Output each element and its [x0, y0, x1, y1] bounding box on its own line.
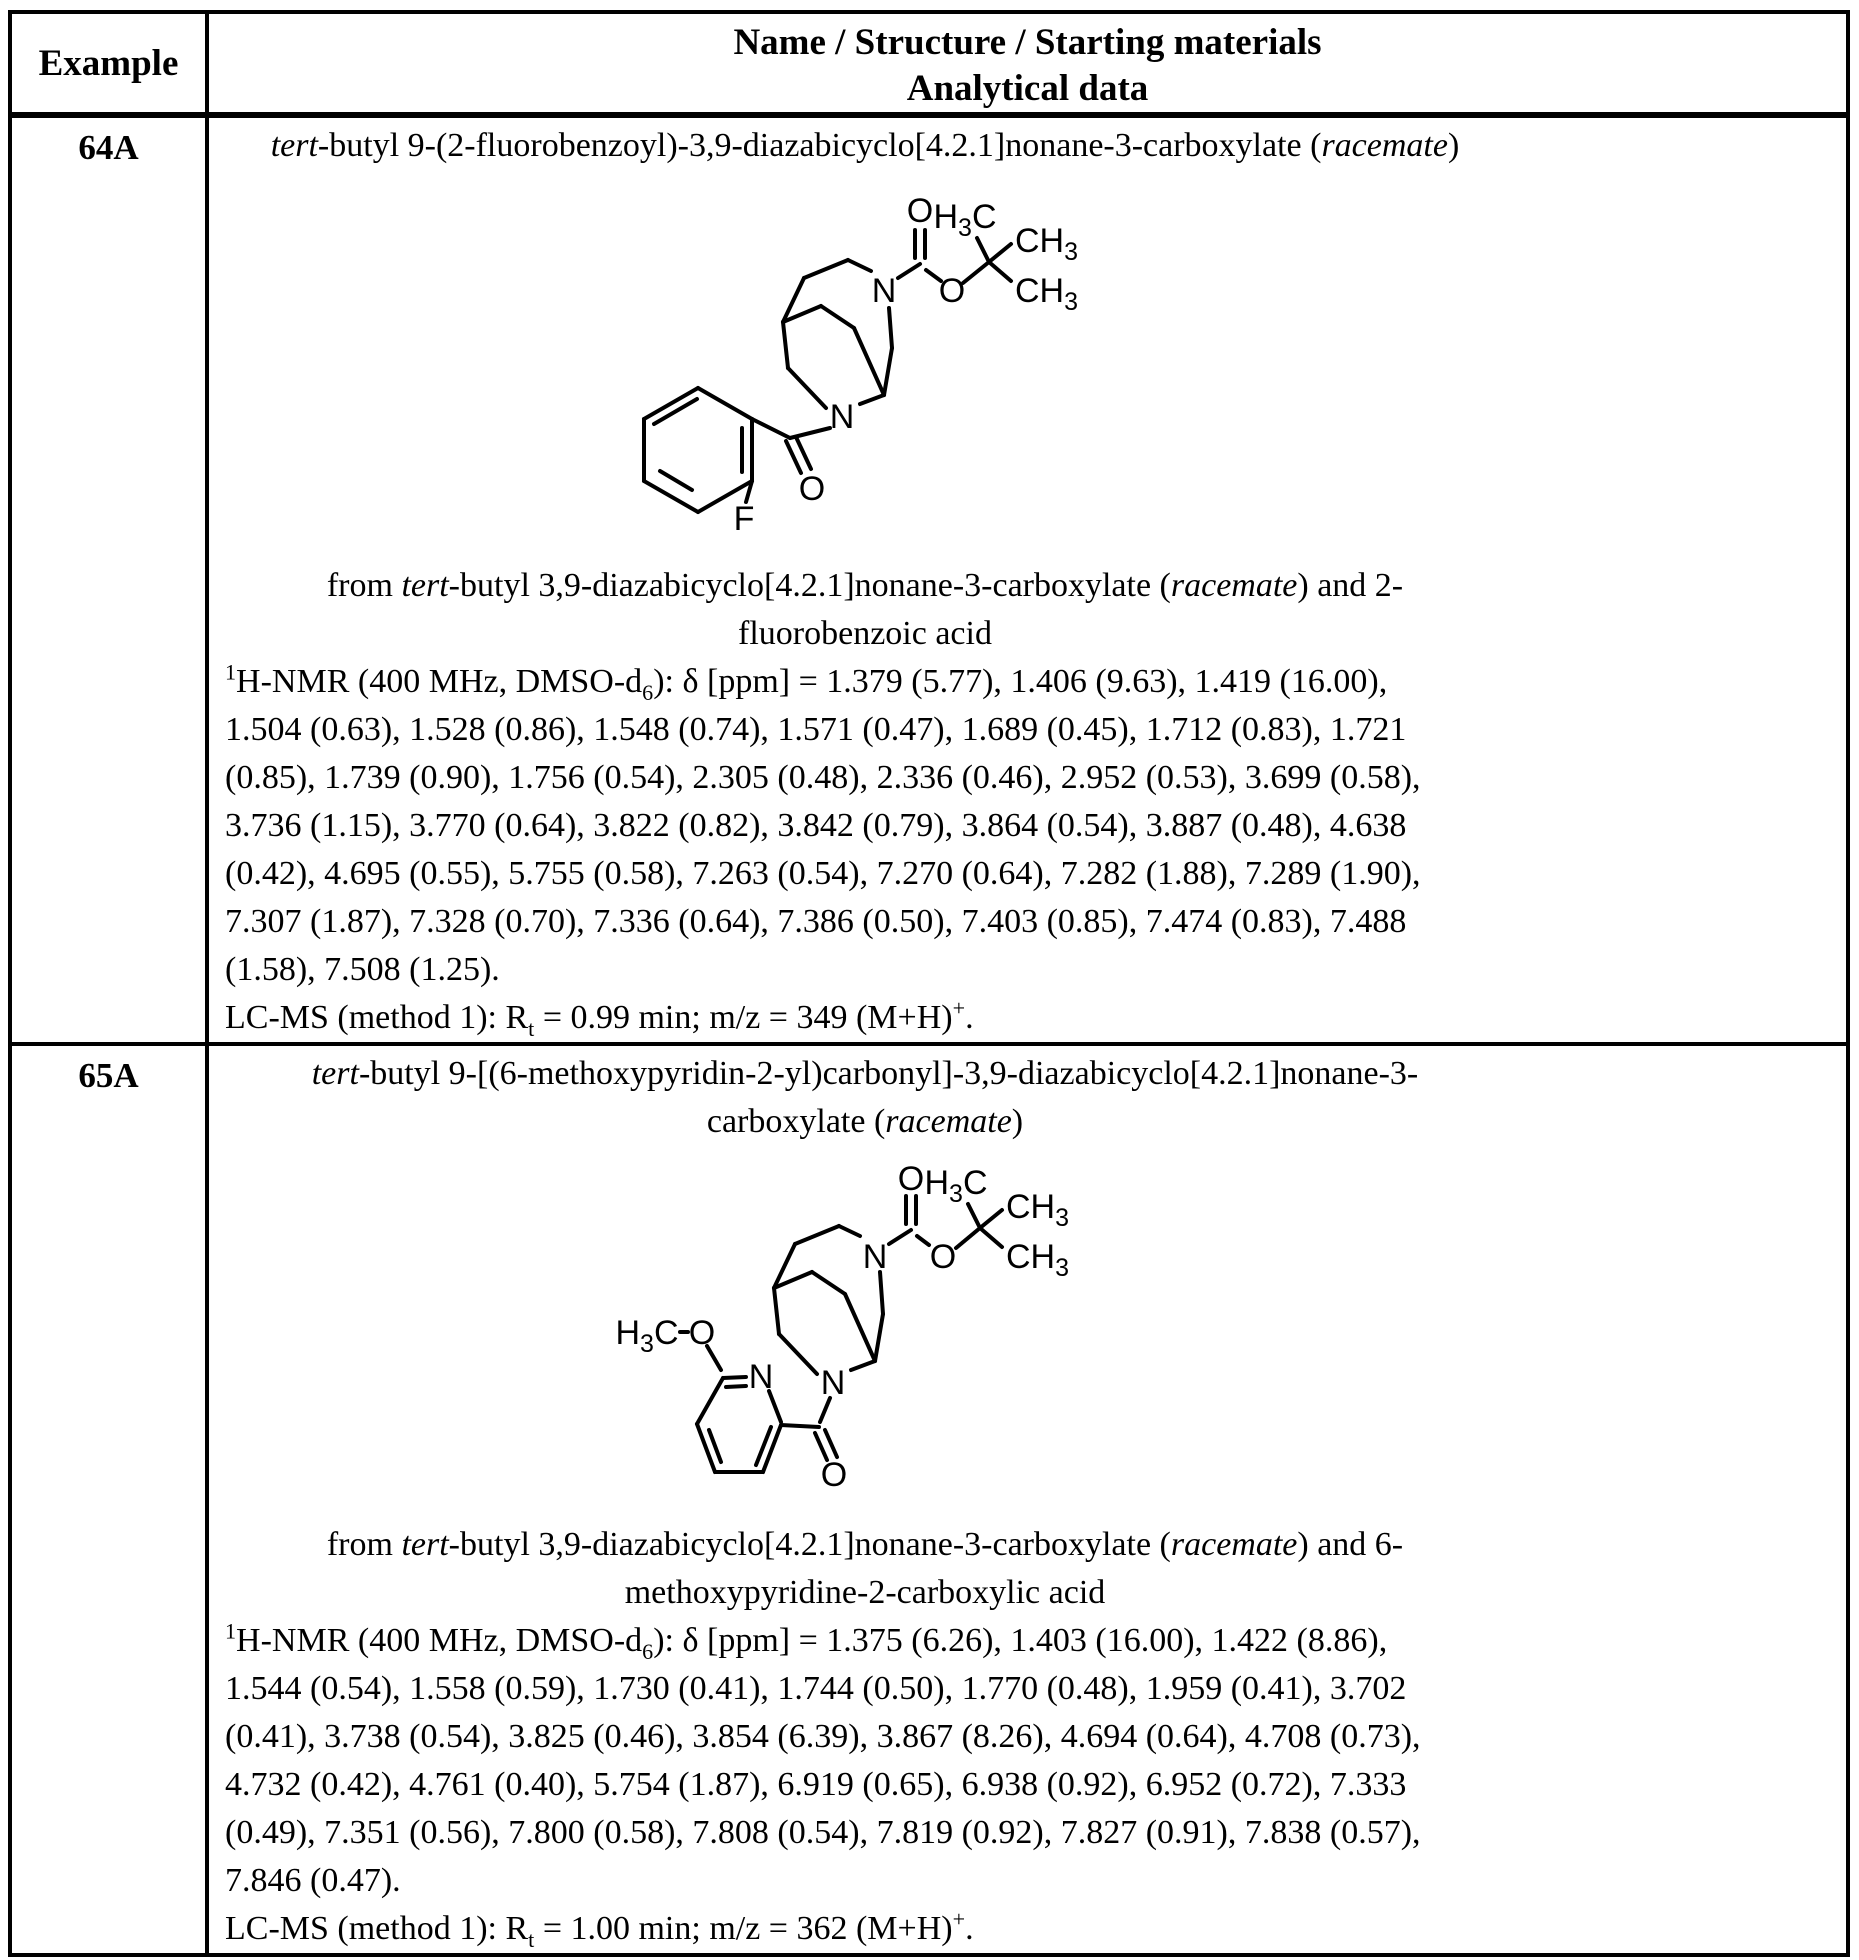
atom-label: $CH_3$: [1006, 1238, 1070, 1282]
atom-label: O: [798, 470, 825, 508]
header-example: Example: [10, 12, 207, 115]
atom-label: $H_3C$: [924, 1164, 988, 1208]
atom-label: O: [897, 1160, 925, 1198]
header-name-line: Name / Structure / Starting materials: [733, 22, 1322, 63]
header-analytical-line: Analytical data: [906, 68, 1149, 109]
compound-name: tert-butyl 9-[(6-methoxypyridin-2-yl)carbonyl]-3,9-diazabicyclo[4.2.1]nonane-3- carboxylate (racemate): [311, 1055, 1419, 1140]
compound-name: tert-butyl 9-(2-fluorobenzoyl)-3,9-diazabicyclo[4.2.1]nonane-3-carboxylate (racemate): [270, 127, 1460, 164]
atom-label: F: [733, 500, 754, 538]
starting-materials: from tert-butyl 3,9-diazabicyclo[4.2.1]nonane-3-carboxylate (racemate) and 2- fluorobenzoic acid: [326, 567, 1404, 652]
atom-label: N: [748, 1358, 774, 1396]
header-row: [10, 12, 1848, 115]
lcms-data: LC-MS (method 1): $R_t = 1.00$ min; m/z = 362 (M+H)+.: [225, 1906, 974, 1952]
atom-label: N: [820, 1364, 846, 1402]
atom-label: $H_3C$: [932, 198, 997, 242]
example-id: 64A: [10, 115, 207, 1044]
table-row: [10, 1044, 1848, 1955]
results-table: [8, 10, 1850, 1957]
starting-materials: from tert-butyl 3,9-diazabicyclo[4.2.1]nonane-3-carboxylate (racemate) and 6- methoxypyridine-2-carboxylic acid: [326, 1526, 1404, 1611]
atom-label: O: [938, 272, 965, 310]
example-id: 65A: [10, 1044, 207, 1955]
chemical-structure-64a: [225, 188, 1505, 554]
atom-label: $CH_3$: [1014, 222, 1078, 266]
atom-label: $CH_3$: [1006, 1188, 1070, 1232]
atom-label: N: [862, 1238, 888, 1276]
structure-drawing: [615, 1154, 1110, 1499]
atom-label: O: [688, 1314, 716, 1352]
atom-label: N: [871, 272, 896, 310]
atom-label: O: [906, 192, 933, 230]
chemical-structure-65a: [225, 1154, 1505, 1513]
atom-label: O: [929, 1238, 957, 1276]
nmr-data: $^1$H-NMR (400 MHz, DMSO-$d_6$): δ [ppm] = 1.379 (5.77), 1.406 (9.63), 1.419 (16.00), 1.504 (0.63), 1.528 (0.86), 1.548 (0.74), 1.571 (0.47), 1.689 (0.45), 1.712 (0.83), 1.721 (0.85), 1.739 (0.90), 1.756 (0.54), 2.305 (0.48), 2.336 (0.46), 2.952 (0.53), 3.699 (0.58), 3.736 (1.15), 3.770 (0.64), 3.822 (0.82), 3.842 (0.79), 3.864 (0.54), 3.887 (0.48), 4.638 (0.42), 4.695 (0.55), 5.755 (0.58), 7.263 (0.54), 7.270 (0.64), 7.282 (1.88), 7.289 (1.90), 7.307 (1.87), 7.328 (0.70), 7.336 (0.64), 7.386 (0.50), 7.403 (0.85), 7.474 (0.83), 7.488 (1.58), 7.508 (1.25).: [225, 659, 1421, 988]
atom-label: O: [820, 1456, 848, 1494]
atom-label: $CH_3$: [1014, 272, 1078, 316]
atom-label: $H_3C$: [615, 1314, 679, 1358]
example-65a-cell: [207, 1044, 1848, 1955]
header-name-analytical: [207, 12, 1848, 115]
table-row: [10, 115, 1848, 1044]
nmr-data: $^1$H-NMR (400 MHz, DMSO-$d_6$): δ [ppm] = 1.375 (6.26), 1.403 (16.00), 1.422 (8.86), 1.544 (0.54), 1.558 (0.59), 1.730 (0.41), 1.744 (0.50), 1.770 (0.48), 1.959 (0.41), 3.702 (0.41), 3.738 (0.54), 3.825 (0.46), 3.854 (6.39), 3.867 (8.26), 4.694 (0.64), 4.708 (0.73), 4.732 (0.42), 4.761 (0.40), 5.754 (1.87), 6.919 (0.65), 6.938 (0.92), 6.952 (0.72), 7.333 (0.49), 7.351 (0.56), 7.800 (0.58), 7.808 (0.54), 7.819 (0.92), 7.827 (0.91), 7.838 (0.57), 7.846 (0.47).: [225, 1618, 1421, 1899]
structure-drawing: [618, 188, 1113, 540]
lcms-data: LC-MS (method 1): $R_t = 0.99$ min; m/z = 349 (M+H)+.: [225, 995, 974, 1041]
example-64a-cell: [207, 115, 1848, 1044]
atom-label: N: [829, 398, 854, 436]
